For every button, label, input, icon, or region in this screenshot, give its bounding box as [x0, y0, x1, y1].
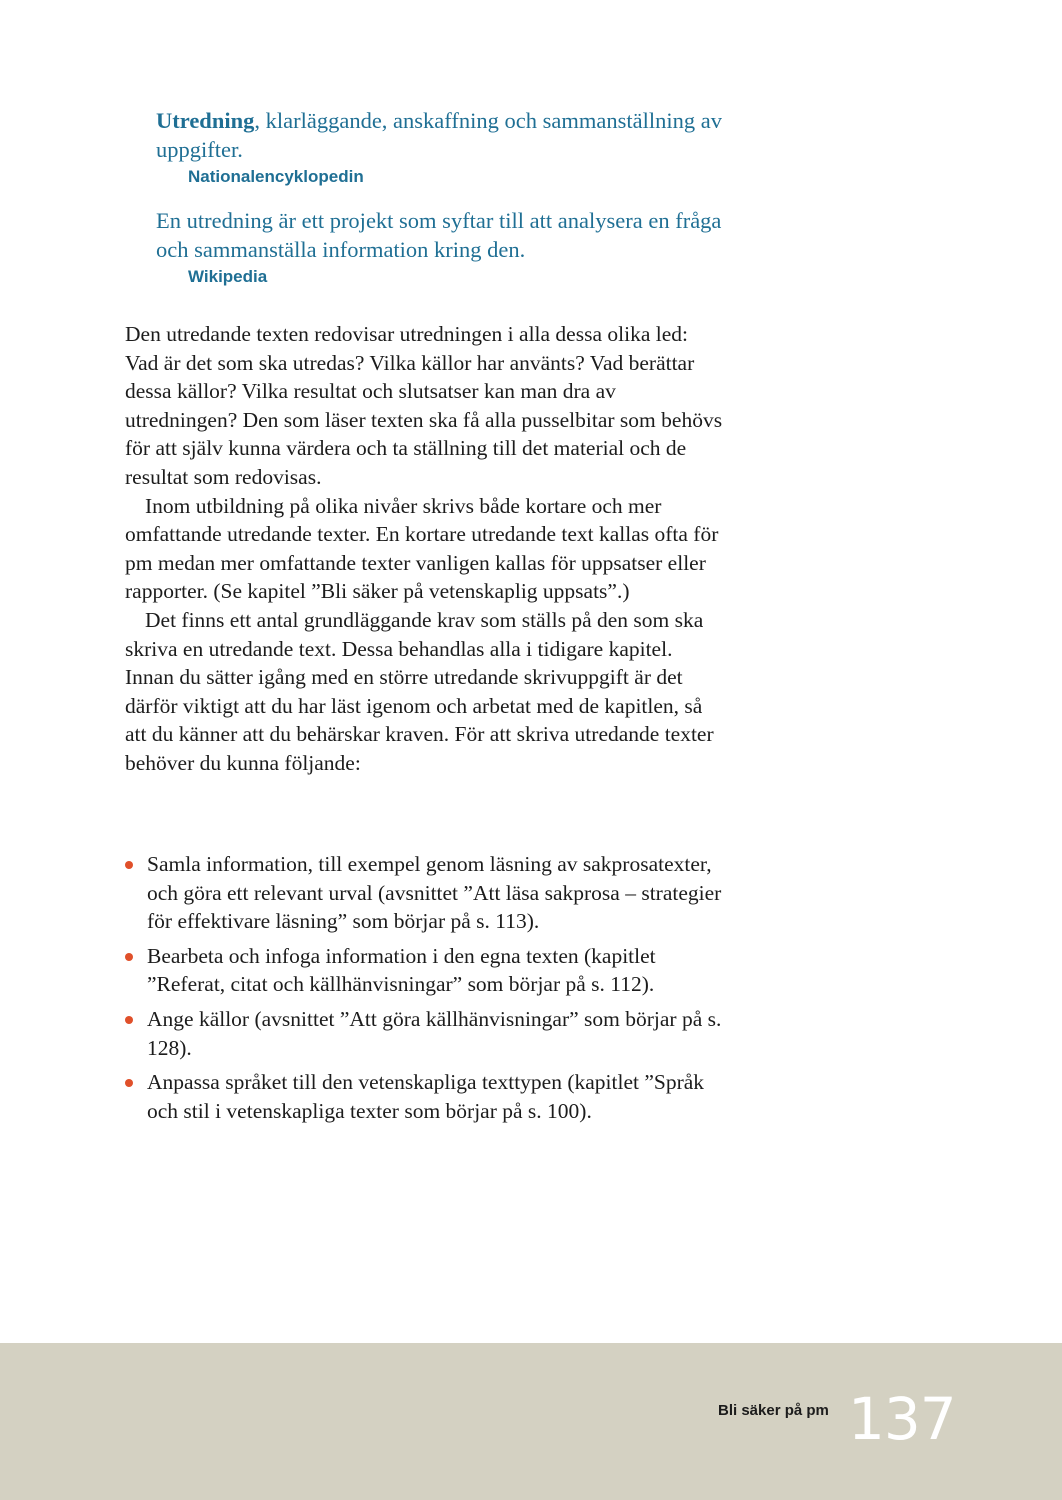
paragraph: Den utredande texten redovisar utredningen i alla dessa olika led: Vad är det som ska utredas? Vilka källor har använts? Vad berättar dessa källor? Vilka resultat och slutsatser kan man dra av utredningen? Den som läser texten ska få alla pusselbitar som behövs för att själv kunna värdera och ta ställning till det material och de resultat som redovisas. [125, 322, 723, 489]
definition-quote-ne [156, 106, 736, 188]
list-item-text: Ange källor (avsnittet ”Att göra källhänvisningar” som börjar på s. 128). [147, 1006, 722, 1060]
paragraph: Det finns ett antal grundläggande krav som ställs på den som ska skriva en utredande text. Dessa behandlas alla i tidigare kapitel. Innan du sätter igång med en större utredande skrivuppgift är det därför viktigt att du har läst igenom och arbetat med de kapitlen, så att du känner att du behärskar kraven. För att skriva utredande texter behöver du kunna följande: [125, 607, 714, 775]
page-number: 137 [848, 1385, 956, 1453]
bullet-icon [125, 1016, 133, 1024]
quote-definition: , klarläggande, anskaffning och sammanställning av uppgifter. [156, 108, 722, 162]
quote-source: Nationalencyklopedin [188, 167, 364, 186]
quote-term: Utredning [156, 108, 255, 133]
list-item-text: Bearbeta och infoga information i den egna texten (kapitlet ”Referat, citat och källhänvisningar” som börjar på s. 112). [147, 943, 656, 997]
quote-text: En utredning är ett projekt som syftar till att analysera en fråga och sammanställa information kring den. [156, 208, 722, 262]
bullet-icon [125, 953, 133, 961]
list-item-text: Samla information, till exempel genom läsning av sakprosatexter, och göra ett relevant urval (avsnittet ”Att läsa sakprosa – strategier för effektivare läsning” som börjar på s. 113). [147, 852, 722, 934]
running-footer-title: Bli säker på pm [718, 1402, 829, 1419]
definition-quote-wikipedia [156, 206, 736, 288]
quote-source: Wikipedia [188, 267, 268, 286]
body-text [125, 320, 725, 778]
paragraph: Inom utbildning på olika nivåer skrivs både kortare och mer omfattande utredande texter. En kortare utredande text kallas ofta för pm medan mer omfattande texter vanligen kallas för uppsatser eller rapporter. (Se kapitel ”Bli säker på vetenskaplig uppsats”.) [125, 493, 719, 604]
requirements-list [125, 850, 735, 1131]
list-item [125, 1005, 735, 1062]
list-item [125, 942, 735, 999]
bullet-icon [125, 1079, 133, 1087]
bullet-icon [125, 861, 133, 869]
list-item [125, 1068, 735, 1125]
list-item [125, 850, 735, 936]
quote-text [156, 106, 736, 164]
list-item-text: Anpassa språket till den vetenskapliga texttypen (kapitlet ”Språk och stil i vetenskapliga texter som börjar på s. 100). [147, 1070, 705, 1123]
